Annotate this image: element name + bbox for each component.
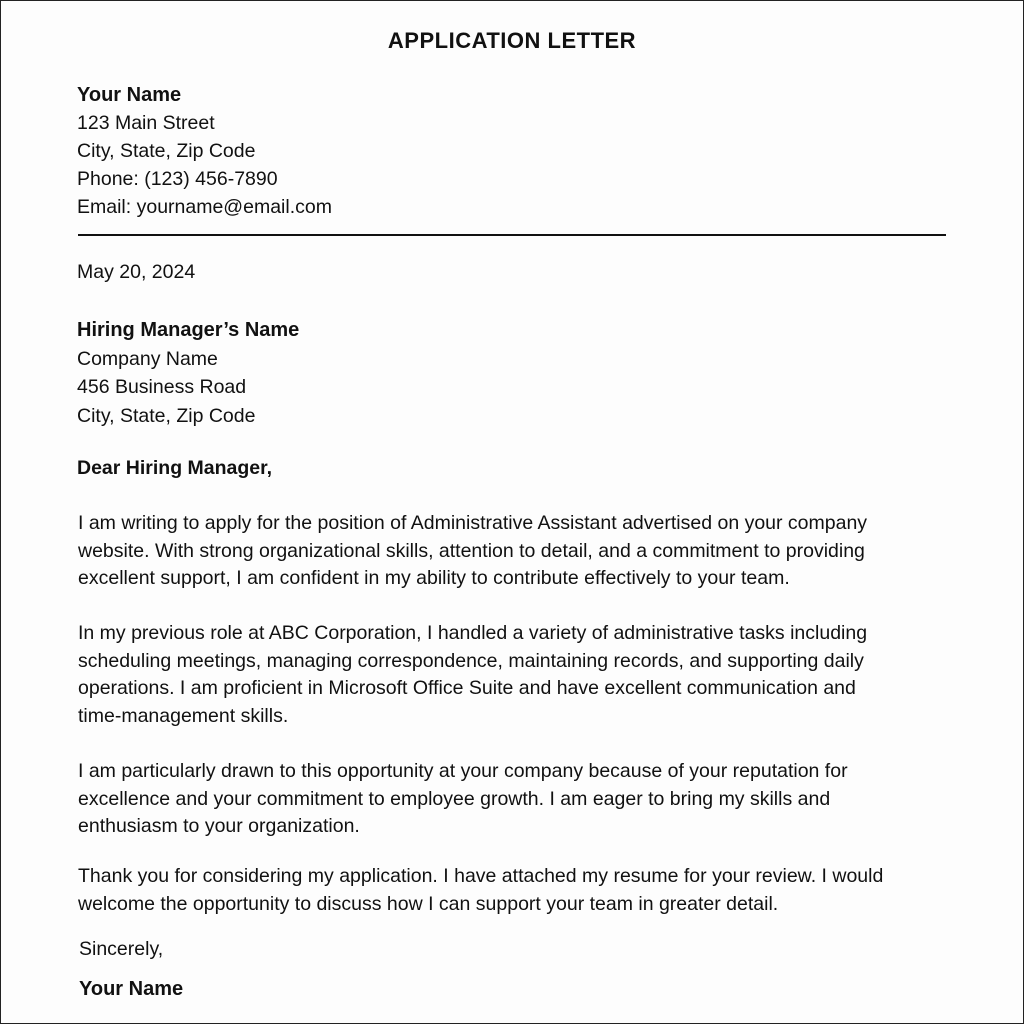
paragraph-line: I am writing to apply for the position of Administrative Assistant advertised on your company: [78, 512, 868, 534]
paragraph-line: Thank you for considering my application. I have attached my resume for your review. I would: [78, 865, 884, 887]
recipient-block: [77, 316, 299, 430]
paragraph-line: operations. I am proficient in Microsoft Office Suite and have excellent communication and: [78, 677, 856, 699]
body-paragraph-4: [78, 863, 898, 918]
recipient-company: Company Name: [77, 347, 218, 370]
sender-street: 123 Main Street: [77, 112, 215, 134]
paragraph-line: excellent support, I am confident in my ability to contribute effectively to your team.: [78, 567, 790, 589]
sender-email: Email: yourname@email.com: [77, 196, 332, 218]
paragraph-line: scheduling meetings, managing correspondence, maintaining records, and supporting daily: [78, 649, 864, 672]
paragraph-line: welcome the opportunity to discuss how I can support your team in greater detail.: [78, 892, 779, 915]
letter-date: May 20, 2024: [77, 261, 196, 283]
paragraph-line: In my previous role at ABC Corporation, I handled a variety of administrative tasks including: [78, 622, 868, 644]
paragraph-line: excellence and your commitment to employee growth. I am eager to bring my skills and: [78, 787, 831, 810]
body-paragraph-1: [78, 510, 898, 593]
sender-name: Your Name: [77, 84, 182, 106]
paragraph-line: website. With strong organizational skills, attention to detail, and a commitment to providing: [78, 539, 865, 562]
recipient-name: Hiring Manager’s Name: [77, 319, 300, 341]
signature-name: Your Name: [79, 978, 184, 1000]
paragraph-line: enthusiasm to your organization.: [78, 815, 360, 837]
document-title: APPLICATION LETTER: [387, 28, 637, 53]
recipient-city-state-zip: City, State, Zip Code: [77, 404, 256, 427]
paragraph-line: time-management skills.: [78, 704, 289, 727]
closing: Sincerely,: [79, 938, 164, 960]
sender-phone: Phone: (123) 456-7890: [77, 168, 278, 190]
body-paragraph-2: [78, 620, 898, 730]
sender-city-state-zip: City, State, Zip Code: [77, 140, 256, 162]
recipient-street: 456 Business Road: [77, 376, 247, 398]
salutation: Dear Hiring Manager,: [77, 457, 273, 479]
paragraph-line: I am particularly drawn to this opportunity at your company because of your reputation for: [78, 760, 848, 782]
header-divider: [78, 234, 946, 236]
body-paragraph-3: [78, 758, 898, 841]
sender-block: [77, 81, 332, 221]
